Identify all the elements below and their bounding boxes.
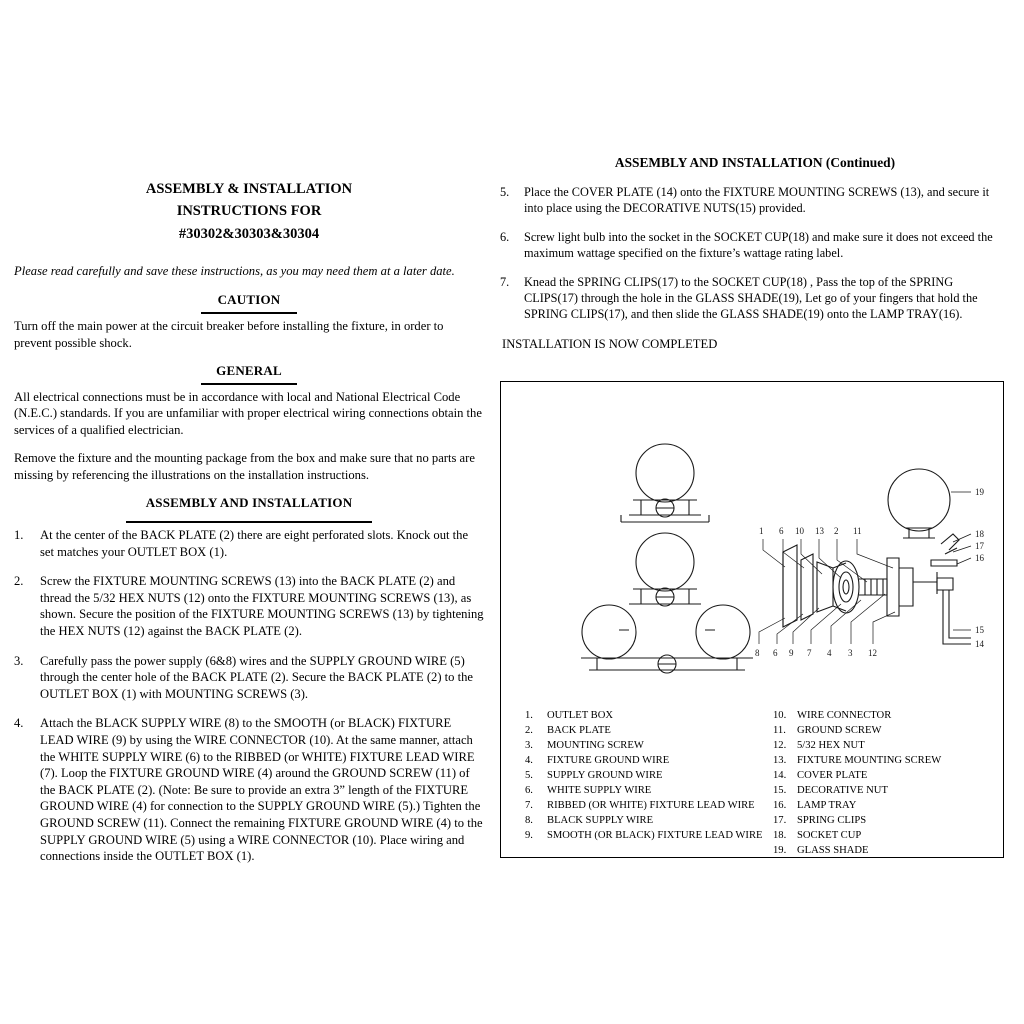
right-column-title: ASSEMBLY AND INSTALLATION (Continued)	[614, 155, 896, 170]
legend-number: 15.	[773, 785, 787, 797]
step-text: Carefully pass the power supply (6&8) wires and the SUPPLY GROUND WIRE (5) through the center hole of the BACK PLATE (2). Secure the BACK PLATE (2) to the OUTLET BOX (1) with MOUNTING SCREWS (3).	[40, 653, 473, 701]
svg-text:19: 19	[975, 487, 984, 497]
assembly-rule	[126, 521, 372, 523]
list-item	[525, 753, 775, 768]
svg-text:11: 11	[853, 526, 862, 536]
step-text: Screw light bulb into the socket in the SOCKET CUP(18) and make sure it does not exceed the maximum wattage specified on the fixture’s wattage rating label.	[524, 229, 993, 260]
legend-label: GLASS SHADE	[797, 845, 869, 857]
legend-number: 11.	[773, 725, 786, 737]
svg-text:6: 6	[779, 526, 784, 536]
svg-text:1: 1	[759, 526, 764, 536]
list-item	[500, 275, 1010, 323]
diagram-panel	[500, 381, 1004, 858]
legend-number: 4.	[525, 755, 533, 767]
legend-label: GROUND SCREW	[797, 725, 882, 737]
legend-number: 17.	[773, 815, 787, 827]
legend-label: LAMP TRAY	[797, 800, 857, 812]
list-item	[525, 738, 775, 753]
assembly-heading: ASSEMBLY AND INSTALLATION	[145, 494, 353, 510]
list-item	[775, 708, 1000, 723]
svg-text:16: 16	[975, 553, 984, 563]
list-item	[525, 828, 775, 843]
completion-note: INSTALLATION IS NOW COMPLETED	[502, 336, 718, 351]
svg-text:3: 3	[848, 648, 853, 658]
legend-number: 9.	[525, 830, 533, 842]
general-rule	[201, 383, 297, 385]
step-number: 6.	[500, 229, 510, 244]
list-item	[500, 230, 1010, 262]
legend-label: OUTLET BOX	[547, 710, 614, 721]
svg-text:12: 12	[868, 648, 877, 658]
assembly-steps-list	[14, 527, 484, 865]
step-text: Knead the SPRING CLIPS(17) to the SOCKET CUP(18) , Pass the top of the SPRING CLIPS(17) through the hole in the GLASS SHADE(19), Let go of your fingers that hold the SPRING CLIPS(17), and then slide the GLASS SHADE(19) onto the LAMP TRAY(16).	[524, 274, 978, 321]
legend-label: BACK PLATE	[547, 725, 611, 737]
legend-number: 18.	[773, 830, 787, 842]
legend-label: FIXTURE MOUNTING SCREW	[797, 755, 942, 767]
list-item	[500, 185, 1010, 217]
legend-label: WHITE SUPPLY WIRE	[547, 785, 652, 797]
svg-text:13: 13	[815, 526, 824, 536]
legend-number: 2.	[525, 725, 533, 737]
legend-label: BLACK SUPPLY WIRE	[547, 815, 654, 827]
list-item	[525, 813, 775, 828]
list-item	[775, 798, 1000, 813]
legend-number: 6.	[525, 785, 533, 797]
parts-legend	[501, 708, 1003, 858]
svg-text:8: 8	[755, 648, 760, 658]
svg-text:15: 15	[975, 625, 984, 635]
list-item	[525, 783, 775, 798]
step-text: Screw the FIXTURE MOUNTING SCREWS (13) into the BACK PLATE (2) and thread the 5/32 HEX NUTS (12) onto the FIXTURE MOUNTING SCREWS (13), as shown. Secure the position of the FIXTURE MOUNTING SCREWS (13) by tightening the HEX NUTS (12) against the BACK PLATE (2).	[40, 574, 484, 638]
title-line-3: #30302&30303&30304	[178, 225, 320, 242]
list-item	[775, 738, 1000, 753]
legend-label: WIRE CONNECTOR	[797, 710, 892, 721]
legend-label: FIXTURE GROUND WIRE	[547, 755, 670, 767]
svg-text:4: 4	[827, 648, 832, 658]
legend-label: 5/32 HEX NUT	[797, 740, 865, 752]
list-item	[775, 828, 1000, 843]
step-number: 4.	[14, 716, 24, 731]
legend-number: 12.	[773, 740, 787, 752]
list-item	[525, 708, 775, 723]
legend-label: RIBBED (OR WHITE) FIXTURE LEAD WIRE	[547, 800, 755, 812]
list-item	[525, 768, 775, 783]
intro-note: Please read carefully and save these instructions, as you may need them at a later date.	[14, 264, 455, 279]
svg-text:18: 18	[975, 529, 984, 539]
list-item	[14, 573, 484, 639]
legend-column-1	[525, 708, 775, 843]
legend-number: 10.	[773, 710, 787, 721]
legend-number: 3.	[525, 740, 533, 752]
list-item	[775, 813, 1000, 828]
step-number: 5.	[500, 185, 510, 199]
title-line-1: ASSEMBLY & INSTALLATION	[145, 181, 353, 197]
list-item	[775, 723, 1000, 738]
step-number: 1.	[14, 527, 24, 542]
legend-column-2	[775, 708, 1000, 858]
svg-text:6: 6	[773, 648, 778, 658]
caution-rule	[201, 312, 297, 314]
caution-heading: CAUTION	[217, 292, 281, 308]
legend-label: MOUNTING SCREW	[547, 740, 644, 752]
step-text: At the center of the BACK PLATE (2) there are eight perforated slots. Knock out the set matches your OUTLET BOX (1).	[40, 527, 469, 559]
fixture-assembly-illustration	[501, 382, 1003, 702]
legend-number: 14.	[773, 770, 787, 782]
legend-number: 7.	[525, 800, 533, 812]
general-heading: GENERAL	[216, 363, 282, 379]
svg-text:10: 10	[795, 526, 804, 536]
legend-label: SUPPLY GROUND WIRE	[547, 770, 663, 782]
legend-label: SPRING CLIPS	[797, 815, 867, 827]
list-item	[14, 527, 484, 560]
left-column	[14, 178, 484, 878]
title-line-2: INSTRUCTIONS FOR	[176, 203, 322, 220]
svg-text:17: 17	[975, 541, 984, 551]
svg-text:9: 9	[789, 648, 794, 658]
step-number: 2.	[14, 574, 24, 589]
list-item	[775, 783, 1000, 798]
legend-label: COVER PLATE	[797, 770, 868, 782]
step-number: 7.	[500, 274, 510, 289]
legend-label: DECORATIVE NUT	[797, 785, 888, 797]
continued-steps-list	[500, 185, 1010, 323]
list-item	[14, 715, 484, 864]
legend-number: 16.	[773, 800, 787, 812]
legend-label: SMOOTH (OR BLACK) FIXTURE LEAD WIRE	[547, 830, 763, 842]
list-item	[775, 768, 1000, 783]
legend-number: 1.	[525, 710, 533, 721]
step-number: 3.	[14, 653, 24, 668]
general-text-2: Remove the fixture and the mounting package from the box and make sure that no parts are missing by referencing the illustrations on the installation instructions.	[14, 451, 475, 482]
right-column	[500, 155, 1010, 362]
list-item	[525, 798, 775, 813]
svg-text:2: 2	[834, 526, 839, 536]
list-item	[775, 843, 1000, 858]
list-item	[775, 753, 1000, 768]
svg-text:7: 7	[807, 648, 812, 658]
svg-text:14: 14	[975, 639, 984, 649]
general-text-1: All electrical connections must be in accordance with local and National Electrical Code (N.E.C.) standards. If you are unfamiliar with proper electrical wiring connections obtain the services of a qualified electrician.	[14, 390, 482, 437]
legend-number: 5.	[525, 770, 533, 782]
list-item	[14, 653, 484, 703]
caution-text: Turn off the main power at the circuit breaker before installing the fixture, in order to prevent possible shock.	[14, 319, 444, 350]
legend-number: 19.	[773, 845, 787, 857]
legend-number: 8.	[525, 815, 533, 827]
step-text: Attach the BLACK SUPPLY WIRE (8) to the SMOOTH (or BLACK) FIXTURE LEAD WIRE (9) by using the WIRE CONNECTOR (10). At the same manner, attach the WHITE SUPPLY WIRE (6) to the RIBBED (or WHITE) FIXTURE LEAD WIRE (7). Loop the FIXTURE GROUND WIRE (4) around the GROUND SCREW (11) of the BACK PLATE (2). (Note: Be sure to provide an extra 3” length of the FIXTURE GROUND WIRE (4) for connection to the SUPPLY GROUND WIRE (5).) Tighten the GROUND SCREW (11). Connect the remaining FIXTURE GROUND WIRE (4) to the SUPPLY GROUND WIRE (5) using a WIRE CONNECTOR (10). Place wiring and connections inside the OUTLET BOX (1).	[40, 716, 483, 864]
legend-number: 13.	[773, 755, 787, 767]
legend-label: SOCKET CUP	[797, 830, 862, 842]
list-item	[525, 723, 775, 738]
step-text: Place the COVER PLATE (14) onto the FIXTURE MOUNTING SCREWS (13), and secure it into place using the DECORATIVE NUTS(15) provided.	[524, 185, 990, 215]
document-title	[14, 178, 484, 245]
